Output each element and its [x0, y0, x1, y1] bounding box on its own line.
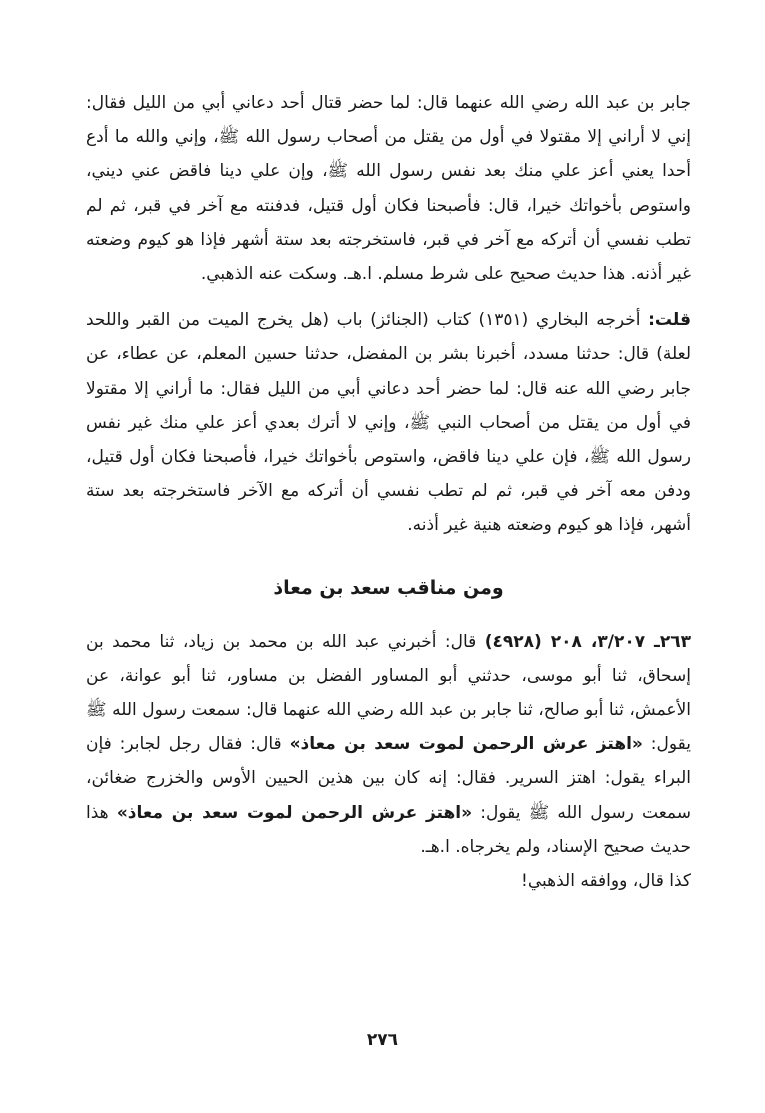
paragraph-text: قال: أخبرني عبد الله بن محمد بن زياد، ثنا محمد بن إسحاق، ثنا أبو موسى، حدثني أبو المساور الفضل بن مساور، ثنا أبو عوانة، عن الأعمش، ثنا أبو صالح، ثنا جابر بن عبد الله رضي الله عنهما قال: سمعت رسول الله ﷺ يقول: — [86, 631, 691, 755]
page-body — [86, 86, 691, 898]
paragraph-text: قال: فقال رجل لجابر: فإن البراء يقول: اهتز السرير. فقال: إنه كان بين هذين الحيين الأوس والخزرج ضغائن، سمعت رسول الله ﷺ يقول: — [86, 734, 692, 823]
paragraph-takhrij — [86, 303, 691, 542]
paragraph-hadith-text — [86, 86, 691, 291]
paragraph-text: كذا قال، ووافقه الذهبي! — [521, 871, 691, 892]
paragraph-text: هذا حديث صحيح الإسناد، ولم يخرجاه. ا.هـ. — [86, 802, 691, 857]
paragraph-text: أخرجه البخاري (١٣٥١) كتاب (الجنائز) باب (هل يخرج الميت من القبر واللحد لعلة) قال: حدثنا مسدد، أخبرنا بشر بن المفضل، حدثنا حسين المعلم، عن عطاء، عن جابر رضي الله عنه قال: لما حضر أحد دعاني أبي من الليل فقال: ما أراني إلا مقتولا في أول من يقتل من أصحاب النبي ﷺ، وإني لا أترك بعدي أعز علي منك غير نفس رسول الله ﷺ، فإن علي دينا فاقض، واستوص بأخواتك خيرا، فأصبحنا فكان أول قتيل، ودفن معه آخر في قبر، ثم لم تطب نفسي أن أتركه مع الآخر فاستخرجته بعد ستة أشهر، فإذا هو كيوم وضعته هنية غير أذنه. — [86, 310, 691, 536]
paragraph-text: جابر بن عبد الله رضي الله عنهما قال: لما حضر قتال أحد دعاني أبي من الليل فقال: إني لا أراني إلا مقتولا في أول من يقتل من أصحاب رسول الله ﷺ، وإني والله ما أدع أحدا يعني أعز علي منك بعد نفس رسول الله ﷺ، وإن علي دينا فاقض عني ديني، واستوص بأخواتك خيرا، قال: فأصبحنا فكان أول قتيل، فدفنته مع آخر في قبر، ثم لم تطب نفسي أن أتركه مع آخر في قبر، فاستخرجته بعد ستة أشهر فإذا هو كيوم وضعته غير أذنه. هذا حديث صحيح على شرط مسلم. ا.هـ. وسكت عنه الذهبي. — [86, 93, 691, 285]
hadith-number: ٢٦٣ـ ٣/٢٠٧، ٢٠٨ (٤٩٢٨) — [484, 631, 691, 652]
hadith-quote: «اهتز عرش الرحمن لموت سعد بن معاذ» — [289, 734, 643, 755]
qultu-label: قلت: — [648, 310, 691, 331]
section-heading: ومن مناقب سعد بن معاذ — [273, 576, 504, 599]
page-number: ٢٧٦ — [366, 1030, 399, 1050]
paragraph-comment — [86, 864, 691, 898]
hadith-quote: «اهتز عرش الرحمن لموت سعد بن معاذ» — [116, 802, 473, 823]
paragraph-hadith-263 — [86, 625, 691, 864]
